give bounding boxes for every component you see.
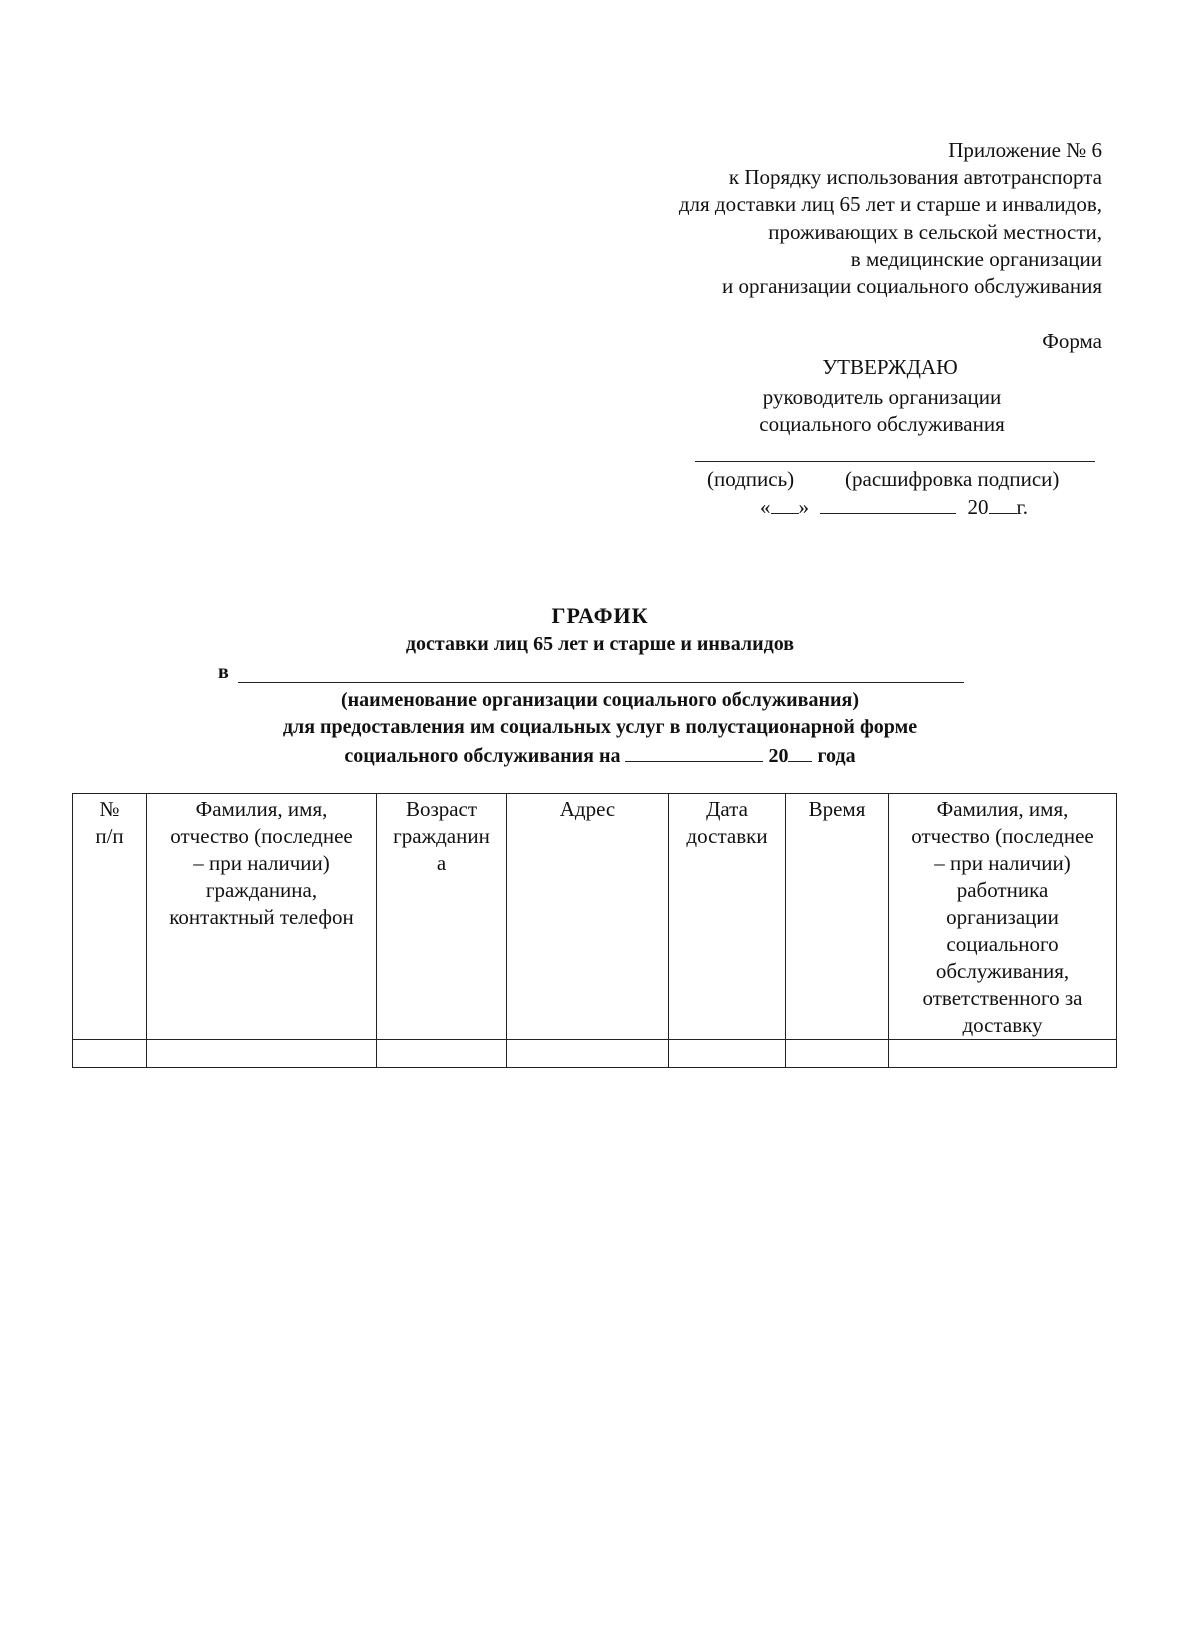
header-delivery-date: Дата доставки (669, 794, 786, 1040)
period-year-blank[interactable] (788, 743, 812, 762)
period-year: 20 (768, 745, 789, 767)
schedule-table (72, 793, 1117, 1068)
header-time: Время (786, 794, 889, 1040)
year-suffix: г. (1016, 495, 1028, 519)
date-close-quote: » (798, 495, 809, 519)
table-cell[interactable] (669, 1040, 786, 1068)
signature-decode-caption: (расшифровка подписи) (845, 467, 1060, 491)
month-blank[interactable] (820, 495, 956, 514)
signature-line[interactable] (695, 461, 1095, 462)
header-citizen-age: Возраст гражданин а (377, 794, 507, 1040)
signature-caption: (подпись) (707, 467, 795, 491)
approval-role-line: социального обслуживания (759, 412, 1005, 436)
period-prefix: социального обслуживания на (344, 745, 621, 767)
table-cell[interactable] (147, 1040, 377, 1068)
organization-name-blank[interactable] (238, 682, 964, 683)
day-blank[interactable] (771, 495, 799, 514)
header-number: № п/п (73, 794, 147, 1040)
table-cell[interactable] (377, 1040, 507, 1068)
table-header-row (73, 794, 1117, 1040)
year-prefix: 20 (967, 495, 989, 519)
table-cell[interactable] (73, 1040, 147, 1068)
header-responsible-worker: Фамилия, имя, отчество (последнее – при наличии) работника организации социального обслуживания, ответственного за доставку (889, 794, 1117, 1040)
document-period-line (0, 743, 1200, 768)
approval-role-line: руководитель организации (762, 385, 1002, 409)
organization-name-caption: (наименование организации социального обслуживания) (340, 689, 859, 711)
period-suffix: года (817, 745, 856, 767)
form-label: Форма (1042, 329, 1102, 353)
approval-heading: УТВЕРЖДАЮ (822, 355, 958, 379)
organization-in-prefix: в (218, 661, 229, 683)
appendix-line: к Порядку использования автотранспорта (728, 165, 1102, 190)
header-address: Адрес (507, 794, 669, 1040)
table-cell[interactable] (507, 1040, 669, 1068)
table-cell[interactable] (889, 1040, 1117, 1068)
document-purpose-line: для предоставления им социальных услуг в полустационарной форме (282, 716, 918, 738)
approval-date-field[interactable] (760, 495, 1028, 520)
period-blank[interactable] (625, 743, 763, 762)
year-blank[interactable] (989, 495, 1017, 514)
date-open-quote: « (760, 495, 771, 519)
appendix-header (679, 137, 1102, 300)
appendix-line: проживающих в сельской местности, (768, 219, 1102, 244)
appendix-line: в медицинские организации (850, 246, 1102, 271)
document-subtitle: доставки лиц 65 лет и старше и инвалидов (405, 633, 795, 655)
table-row (73, 1040, 1117, 1068)
header-citizen-name-contact: Фамилия, имя, отчество (последнее – при наличии) гражданина, контактный телефон (147, 794, 377, 1040)
table-cell[interactable] (786, 1040, 889, 1068)
document-title: ГРАФИК (551, 603, 649, 628)
appendix-line: для доставки лиц 65 лет и старше и инвалидов, (678, 192, 1102, 217)
appendix-line: и организации социального обслуживания (722, 274, 1102, 299)
appendix-line: Приложение № 6 (948, 138, 1102, 162)
